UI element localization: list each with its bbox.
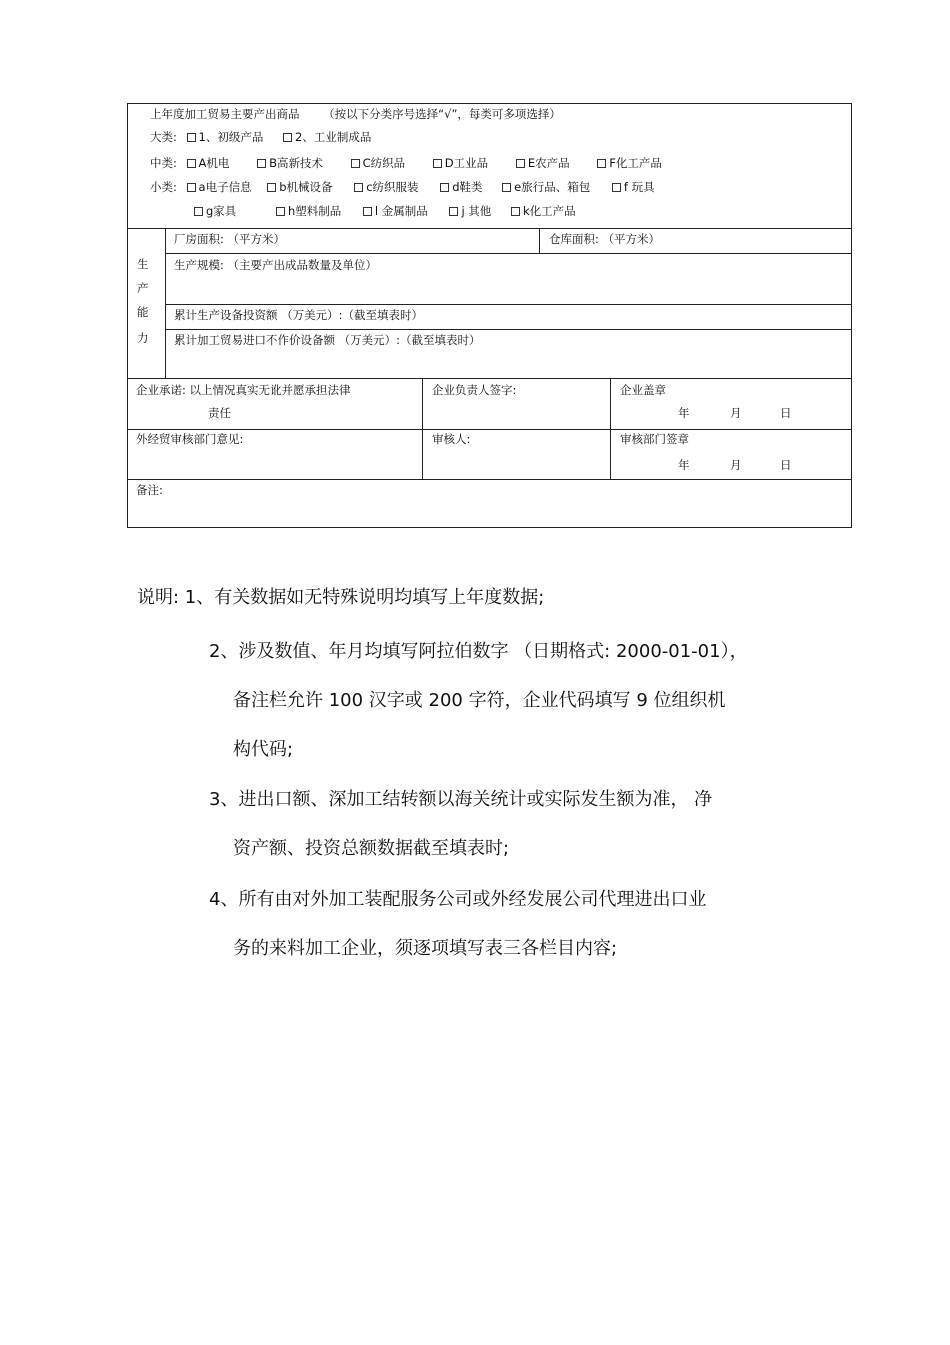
note-2-line-2: 备注栏允许 100 汉字或 200 字符，企业代码填写 9 位组织机 <box>233 690 726 711</box>
seal-year: 年 <box>678 406 690 420</box>
checkbox-icon <box>597 159 606 168</box>
checkbox-icon <box>187 133 196 142</box>
remarks-field[interactable]: 备注: <box>136 483 163 497</box>
medium-label: 中类: <box>150 156 177 170</box>
minor-label: 小类: <box>150 180 177 194</box>
capacity-section-char: 能 <box>137 305 149 319</box>
application-form-table <box>127 103 852 528</box>
row-divider <box>128 228 851 229</box>
minor-category-row-1 <box>150 182 655 194</box>
minor-category-row-2 <box>194 206 576 218</box>
checkbox-icon <box>283 133 292 142</box>
medium-option-f[interactable]: F化工产品 <box>597 158 662 170</box>
checkbox-icon <box>354 183 363 192</box>
checkbox-icon <box>502 183 511 192</box>
medium-option-b[interactable]: B高新技术 <box>257 158 323 170</box>
legal-rep-signature-field[interactable]: 企业负责人签字: <box>432 383 517 397</box>
minor-option-k[interactable]: k化工产品 <box>511 206 576 218</box>
medium-option-c[interactable]: C纺织品 <box>351 158 406 170</box>
seal-month: 月 <box>730 406 742 420</box>
checkbox-icon <box>511 207 520 216</box>
row-divider <box>165 329 851 330</box>
row-divider <box>128 479 851 480</box>
minor-option-b[interactable]: b机械设备 <box>267 182 332 194</box>
column-divider <box>422 378 423 479</box>
major-category-row <box>150 132 371 144</box>
capacity-section-char: 生 <box>137 257 149 271</box>
checkbox-icon <box>440 183 449 192</box>
row-divider <box>165 253 851 254</box>
company-seal-field[interactable]: 企业盖章 <box>620 383 666 397</box>
equipment-investment-field[interactable]: 累计生产设备投资额 （万美元）:（截至填表时） <box>174 308 424 322</box>
checkbox-icon <box>612 183 621 192</box>
row-divider <box>128 378 851 379</box>
major-label: 大类: <box>150 130 177 144</box>
column-divider <box>165 228 166 378</box>
row-divider <box>165 304 851 305</box>
note-4-line-1: 4、所有由对外加工装配服务公司或外经发展公司代理进出口业 <box>209 889 707 910</box>
checkbox-icon <box>276 207 285 216</box>
minor-option-c[interactable]: c纺织服装 <box>354 182 418 194</box>
review-month: 月 <box>730 458 742 472</box>
checkbox-icon <box>516 159 525 168</box>
imported-equipment-field[interactable]: 累计加工贸易进口不作价设备额 （万美元）:（截至填表时） <box>174 333 481 347</box>
factory-area-field[interactable]: 厂房面积: （平方米） <box>174 232 286 246</box>
checkbox-icon <box>257 159 266 168</box>
minor-option-g[interactable]: g家具 <box>194 206 236 218</box>
note-3-line-2: 资产额、投资总额数据截至填表时; <box>233 838 510 859</box>
capacity-section-char: 力 <box>137 331 149 345</box>
checkbox-icon <box>449 207 458 216</box>
note-1: 说明: 1、有关数据如无特殊说明均填写上年度数据; <box>137 587 545 608</box>
note-2-line-1: 2、涉及数值、年月均填写阿拉伯数字 （日期格式: 2000-01-01）， <box>209 641 748 662</box>
minor-option-j[interactable]: j 其他 <box>449 206 491 218</box>
note-2-line-3: 构代码; <box>233 739 294 760</box>
column-divider <box>610 378 611 479</box>
checkbox-icon <box>363 207 372 216</box>
checkbox-icon <box>433 159 442 168</box>
enterprise-commitment: 企业承诺: 以上情况真实无讹并愿承担法律 <box>136 383 351 397</box>
seal-day: 日 <box>780 406 792 420</box>
checkbox-icon <box>267 183 276 192</box>
minor-option-d[interactable]: d鞋类 <box>440 182 482 194</box>
products-heading: 上年度加工贸易主要产出商品 <box>150 107 300 121</box>
checkbox-icon <box>194 207 203 216</box>
capacity-section-char: 产 <box>137 281 149 295</box>
column-divider <box>539 228 540 253</box>
products-instruction: （按以下分类序号选择“√”，每类可多项选择） <box>323 107 561 121</box>
enterprise-commitment-cont: 责任 <box>208 406 231 420</box>
major-option-1[interactable]: 1、初级产品 <box>187 132 264 144</box>
medium-option-e[interactable]: E农产品 <box>516 158 570 170</box>
major-option-2[interactable]: 2、工业制成品 <box>283 132 371 144</box>
checkbox-icon <box>187 183 196 192</box>
minor-option-h[interactable]: h塑料制品 <box>276 206 341 218</box>
minor-option-a[interactable]: a电子信息 <box>187 182 252 194</box>
review-seal-field[interactable]: 审核部门签章 <box>620 432 689 446</box>
medium-category-row <box>150 158 662 170</box>
production-scale-field[interactable]: 生产规模: （主要产出成品数量及单位） <box>174 258 378 272</box>
note-4-line-2: 务的来料加工企业，须逐项填写表三各栏目内容; <box>233 938 618 959</box>
checkbox-icon <box>351 159 360 168</box>
review-day: 日 <box>780 458 792 472</box>
products-heading-row <box>150 109 561 121</box>
warehouse-area-field[interactable]: 仓库面积: （平方米） <box>549 232 661 246</box>
medium-option-d[interactable]: D工业品 <box>433 158 488 170</box>
review-year: 年 <box>678 458 690 472</box>
row-divider <box>128 429 851 430</box>
minor-option-f[interactable]: f 玩具 <box>612 182 655 194</box>
minor-option-e[interactable]: e旅行品、箱包 <box>502 182 590 194</box>
review-opinion-field[interactable]: 外经贸审核部门意见: <box>136 432 244 446</box>
note-3-line-1: 3、进出口额、深加工结转额以海关统计或实际发生额为准， 净 <box>209 789 713 810</box>
reviewer-field[interactable]: 审核人: <box>432 432 471 446</box>
minor-option-l[interactable]: l 金属制品 <box>363 206 428 218</box>
medium-option-a[interactable]: A机电 <box>187 158 230 170</box>
checkbox-icon <box>187 159 196 168</box>
